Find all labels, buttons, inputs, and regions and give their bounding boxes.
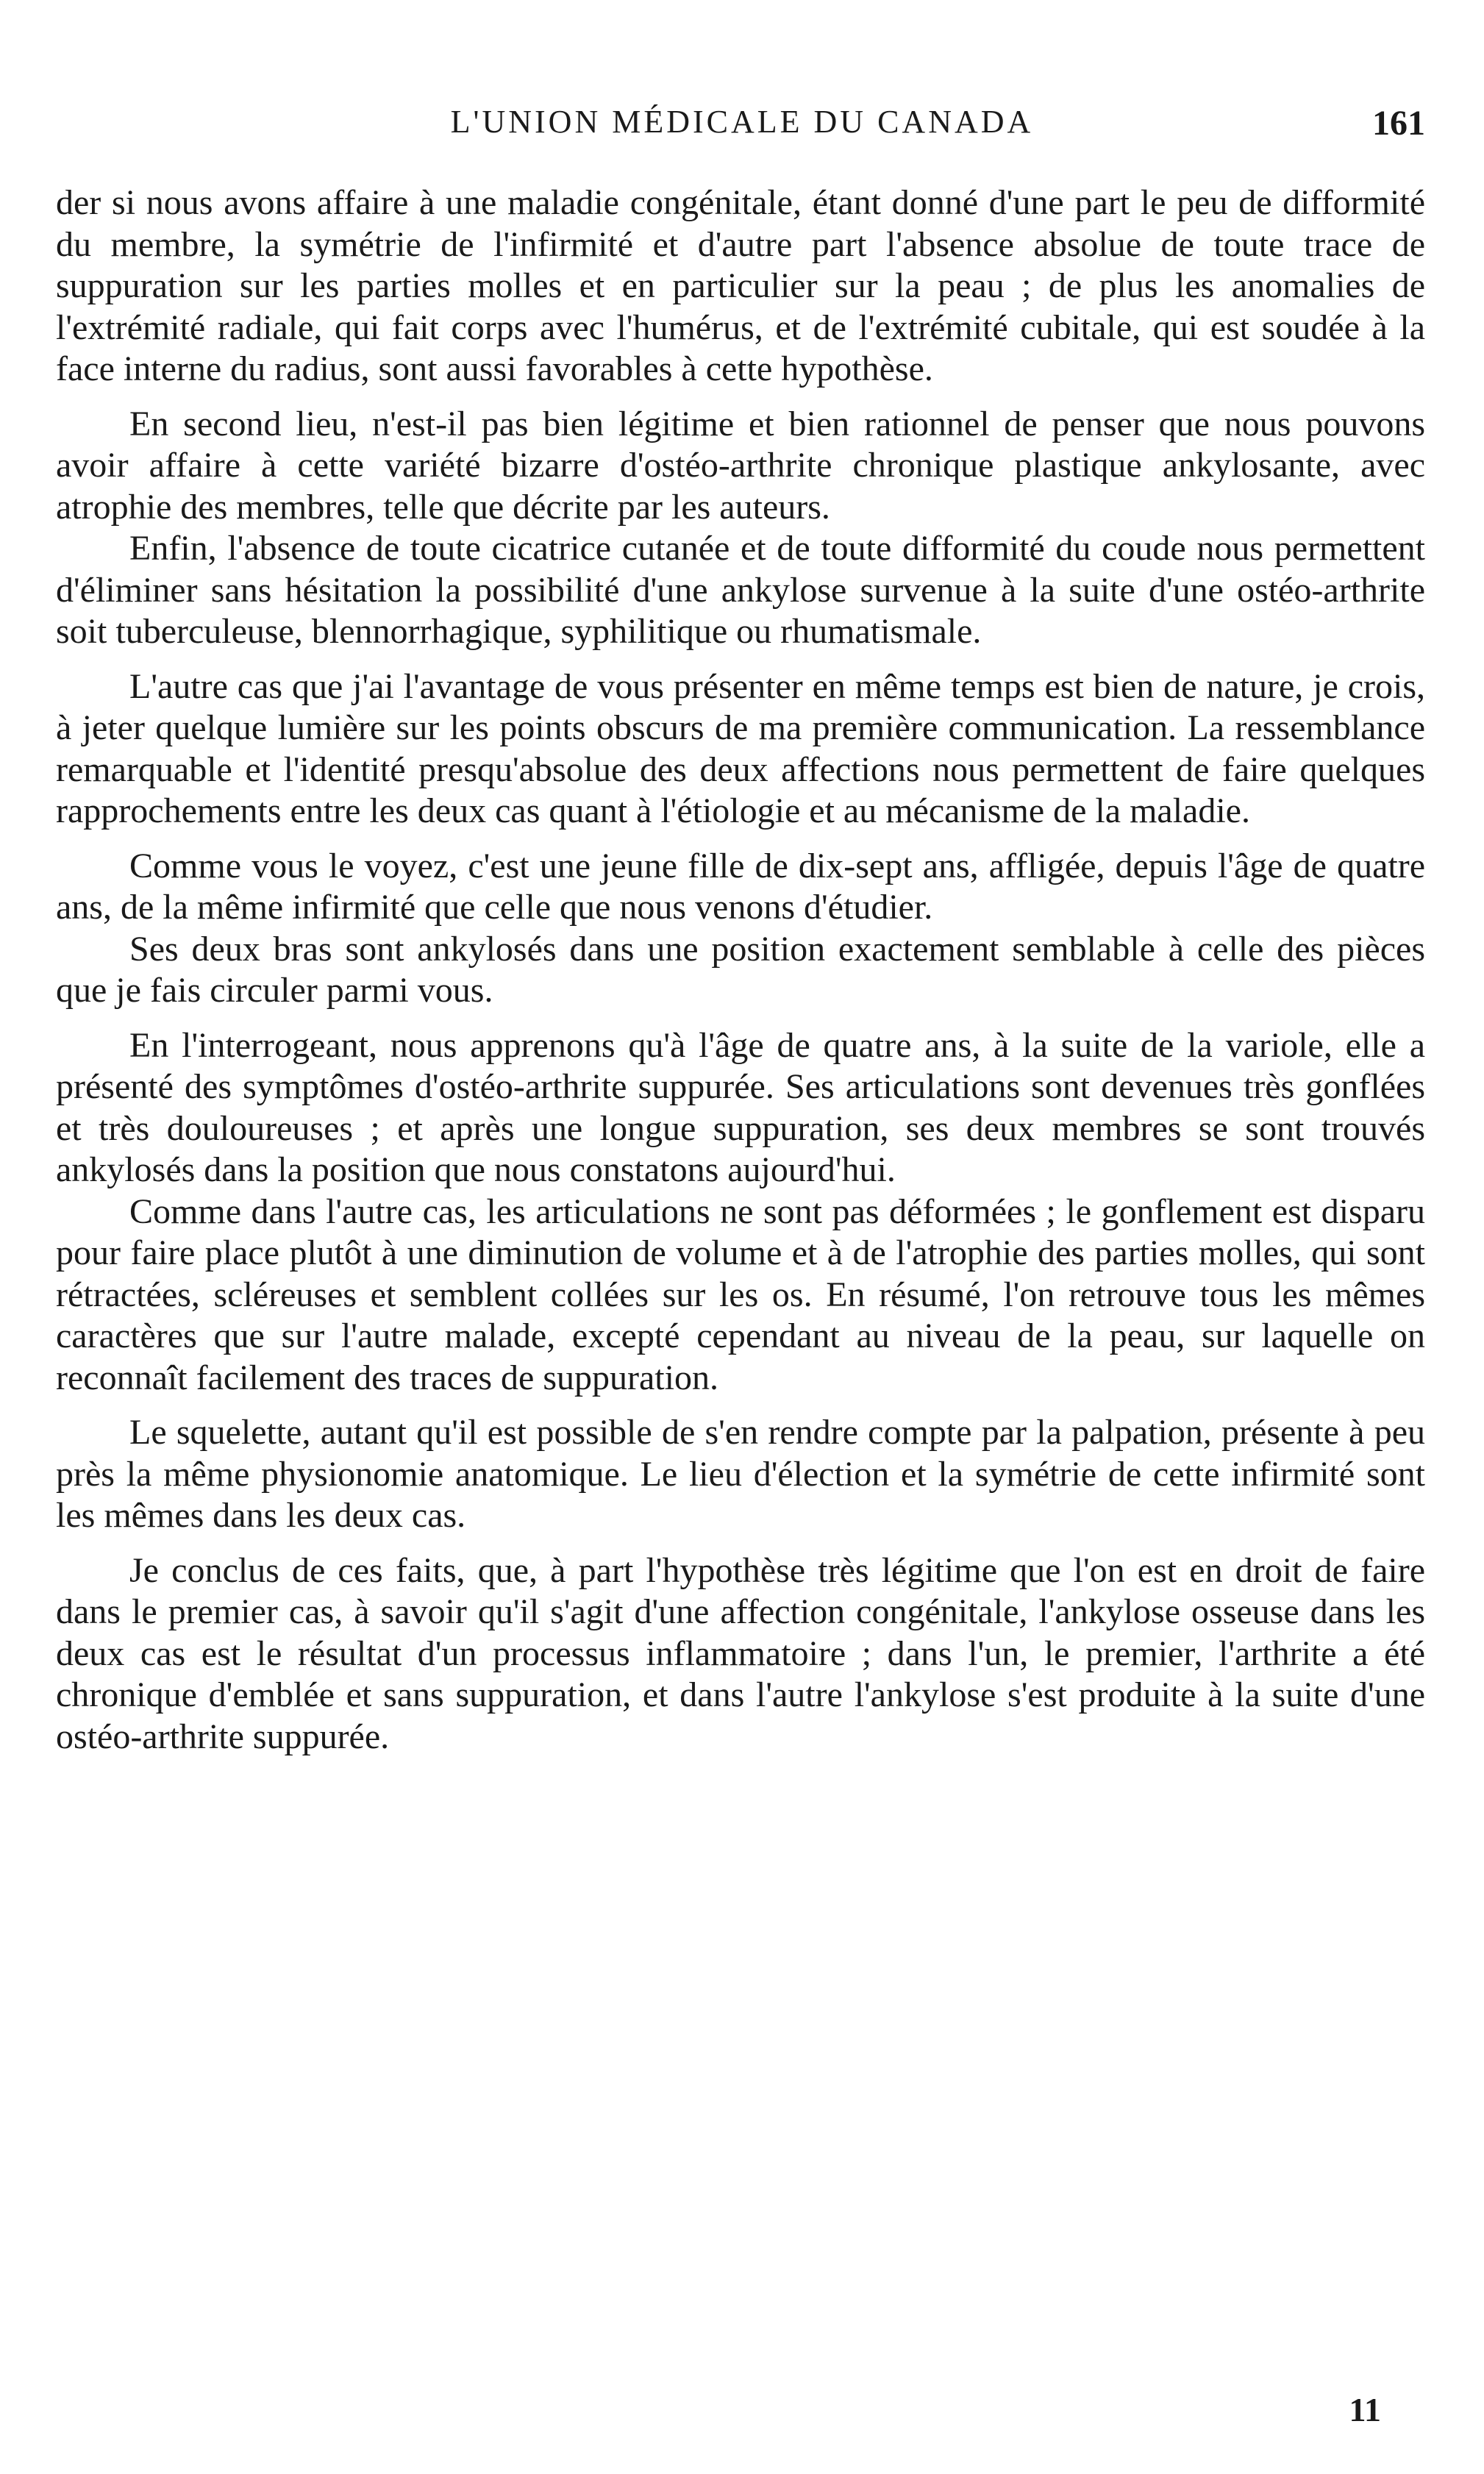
running-title: L'UNION MÉDICALE DU CANADA: [450, 104, 1034, 140]
page-header: [59, 103, 1425, 154]
paragraph-3: Enfin, l'absence de toute cicatrice cutanée et de toute difformité du coude nous permettent d'éliminer sans hésitation la possibilité d'une ankylose survenue à la suite d'une ostéo-arthrite soit tuberculeuse, blennorrhagique, syphilitique ou rhumatismale.: [56, 529, 1425, 651]
paragraph-5: Comme vous le voyez, c'est une jeune fille de dix-sept ans, affligée, depuis l'âge de quatre ans, de la même infirmité que celle que nous venons d'étudier.: [56, 846, 1425, 927]
signature-mark: 11: [1349, 2391, 1381, 2428]
paragraph-6: Ses deux bras sont ankylosés dans une position exactement semblable à celle des pièces que je fais circuler parmi vous.: [56, 929, 1425, 1010]
paragraph-2: En second lieu, n'est-il pas bien légitime et bien rationnel de penser que nous pouvons avoir affaire à cette variété bizarre d'ostéo-arthrite chronique plastique ankylosante, avec atrophie des membres, telle que décrite par les auteurs.: [56, 404, 1425, 527]
paragraph-9: Le squelette, autant qu'il est possible de s'en rendre compte par la palpation, présente à peu près la même physionomie anatomique. Le lieu d'élection et la symétrie de cette infirmité sont les mêmes dans les deux cas.: [56, 1413, 1425, 1535]
paragraph-10: Je conclus de ces faits, que, à part l'hypothèse très légitime que l'on est en droit de faire dans le premier cas, à savoir qu'il s'agit d'une affection congénitale, l'ankylose osseuse dans les deux cas est le résultat d'un processus inflammatoire ; dans l'un, le premier, l'arthrite a été chronique d'emblée et sans suppuration, et dans l'autre l'ankylose s'est produite à la suite d'une ostéo-arthrite suppurée.: [56, 1550, 1425, 1756]
paragraph-7: En l'interrogeant, nous apprenons qu'à l'âge de quatre ans, à la suite de la variole, elle a présenté des symptômes d'ostéo-arthrite suppurée. Ses articulations sont devenues très gonflées et très douloureuses ; et après une longue suppuration, ses deux membres se sont trouvés ankylosés dans la position que nous constatons aujourd'hui.: [56, 1025, 1425, 1189]
page-number: 161: [1372, 104, 1425, 143]
paragraph-8: Comme dans l'autre cas, les articulations ne sont pas déformées ; le gonflement est disparu pour faire place plutôt à une diminution de volume et à de l'atrophie des parties molles, qui sont rétractées, scléreuses et semblent collées sur les os. En résumé, l'on retrouve tous les mêmes caractères que sur l'autre malade, excepté cependant au niveau de la peau, sur laquelle on reconnaît facilement des traces de suppuration.: [56, 1191, 1425, 1397]
body-text: [56, 182, 1425, 1758]
paragraph-4: L'autre cas que j'ai l'avantage de vous présenter en même temps est bien de nature, je crois, à jeter quelque lumière sur les points obscurs de ma première communication. La ressemblance remarquable et l'identité presqu'absolue des deux affections nous permettent de faire quelques rapprochements entre les deux cas quant à l'étiologie et au mécanisme de la maladie.: [56, 666, 1425, 830]
paragraph-1: der si nous avons affaire à une maladie congénitale, étant donné d'une part le peu de difformité du membre, la symétrie de l'infirmité et d'autre part l'absence absolue de toute trace de suppuration sur les parties molles et en particulier sur la peau ; de plus les anomalies de l'extrémité radiale, qui fait corps avec l'humérus, et de l'extrémité cubitale, qui est soudée à la face interne du radius, sont aussi favorables à cette hypothèse.: [56, 183, 1425, 388]
